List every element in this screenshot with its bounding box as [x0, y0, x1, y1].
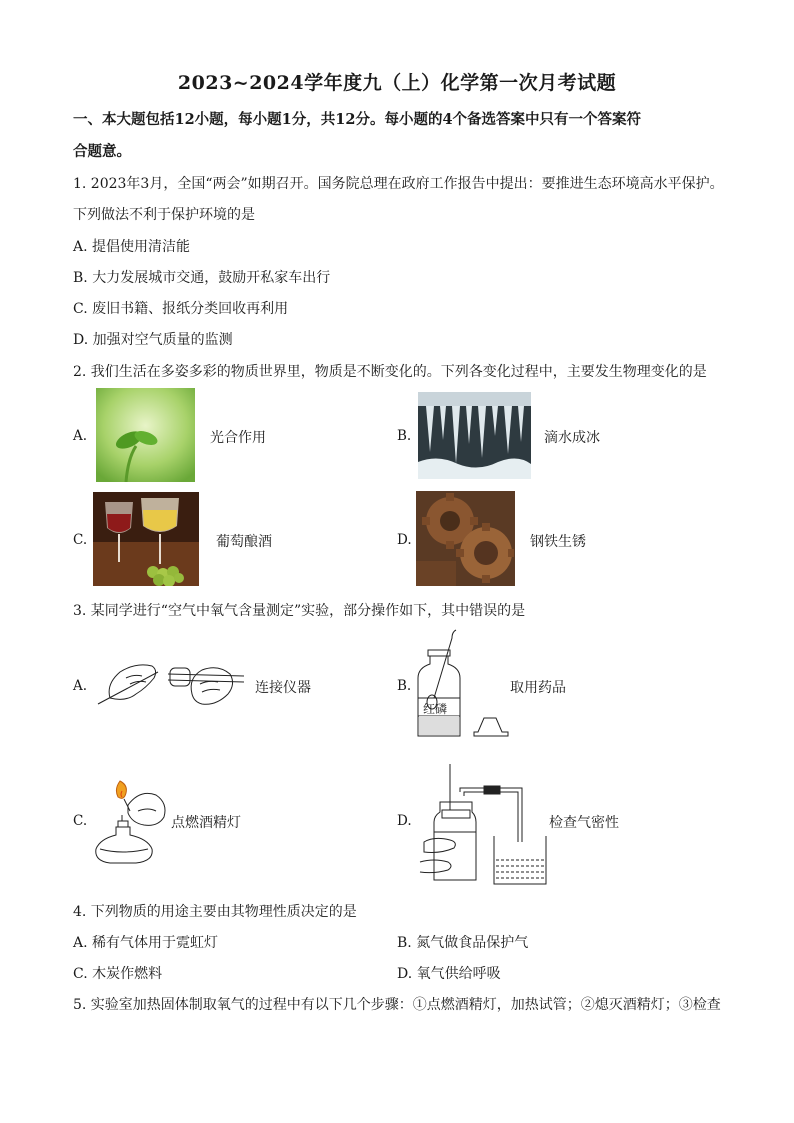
icicles-image	[418, 392, 531, 479]
q2-option-a-text: 光合作用	[210, 430, 266, 446]
q4-option-d: D. 氧气供给呼吸	[397, 966, 501, 982]
section-heading-line2: 合题意。	[73, 143, 131, 160]
red-phosphorus-label: 红磷	[423, 702, 448, 716]
q2-option-c-label: C.	[73, 532, 88, 548]
q4-option-c: C. 木炭作燃料	[73, 966, 163, 982]
q2-option-c-text: 葡萄酿酒	[216, 534, 272, 550]
q1-option-d: D. 加强对空气质量的监测	[73, 332, 233, 348]
q4-stem: 4. 下列物质的用途主要由其物理性质决定的是	[73, 904, 357, 920]
q3-option-a-text: 连接仪器	[255, 680, 311, 696]
rusty-gears-image	[416, 491, 515, 586]
q2-option-b-text: 滴水成冰	[544, 430, 600, 446]
q3-option-d-label: D.	[397, 813, 412, 829]
q3-option-d-text: 检查气密性	[549, 815, 619, 831]
wine-image	[93, 492, 199, 586]
q5-stem: 5. 实验室加热固体制取氧气的过程中有以下几个步骤：①点燃酒精灯，加热试管；②熄灭酒精灯；③检查	[73, 997, 721, 1013]
q1-stem-line1: 1. 2023年3月，全国“两会”如期召开。国务院总理在政府工作报告中提出：要推进生态环境高水平保护。	[73, 176, 724, 192]
q4-option-a: A. 稀有气体用于霓虹灯	[73, 935, 219, 951]
q2-option-d-label: D.	[397, 532, 412, 548]
q3-stem: 3. 某同学进行“空气中氧气含量测定”实验，部分操作如下，其中错误的是	[73, 603, 526, 619]
q3-option-a-label: A.	[73, 678, 88, 694]
q1-stem-line2: 下列做法不利于保护环境的是	[73, 207, 255, 223]
q2-option-a-label: A.	[73, 428, 88, 444]
q3-option-b-text: 取用药品	[510, 680, 566, 696]
section-heading-line1: 一、本大题包括12小题，每小题1分，共12分。每小题的4个备选答案中只有一个答案符	[73, 111, 642, 128]
q1-option-a: A. 提倡使用清洁能	[73, 239, 191, 255]
q1-option-c: C. 废旧书籍、报纸分类回收再利用	[73, 301, 289, 317]
q4-option-b: B. 氮气做食品保护气	[397, 935, 529, 951]
connect-apparatus-drawing	[96, 654, 246, 708]
q1-option-b: B. 大力发展城市交通，鼓励开私家车出行	[73, 270, 331, 286]
q2-stem: 2. 我们生活在多姿多彩的物质世界里，物质是不断变化的。下列各变化过程中，主要发生物理变化的是	[73, 364, 707, 380]
q3-option-c-label: C.	[73, 813, 88, 829]
q3-option-b-label: B.	[397, 678, 412, 694]
q2-option-d-text: 钢铁生锈	[530, 534, 586, 550]
q2-option-b-label: B.	[397, 428, 412, 444]
photosynthesis-image	[96, 388, 195, 482]
q3-option-c-text: 点燃酒精灯	[171, 815, 241, 831]
take-reagent-drawing	[412, 628, 518, 742]
airtightness-check-drawing	[414, 762, 554, 888]
exam-title: 2023~2024学年度九（上）化学第一次月考试题	[177, 72, 617, 94]
light-alcohol-lamp-drawing	[92, 775, 172, 865]
